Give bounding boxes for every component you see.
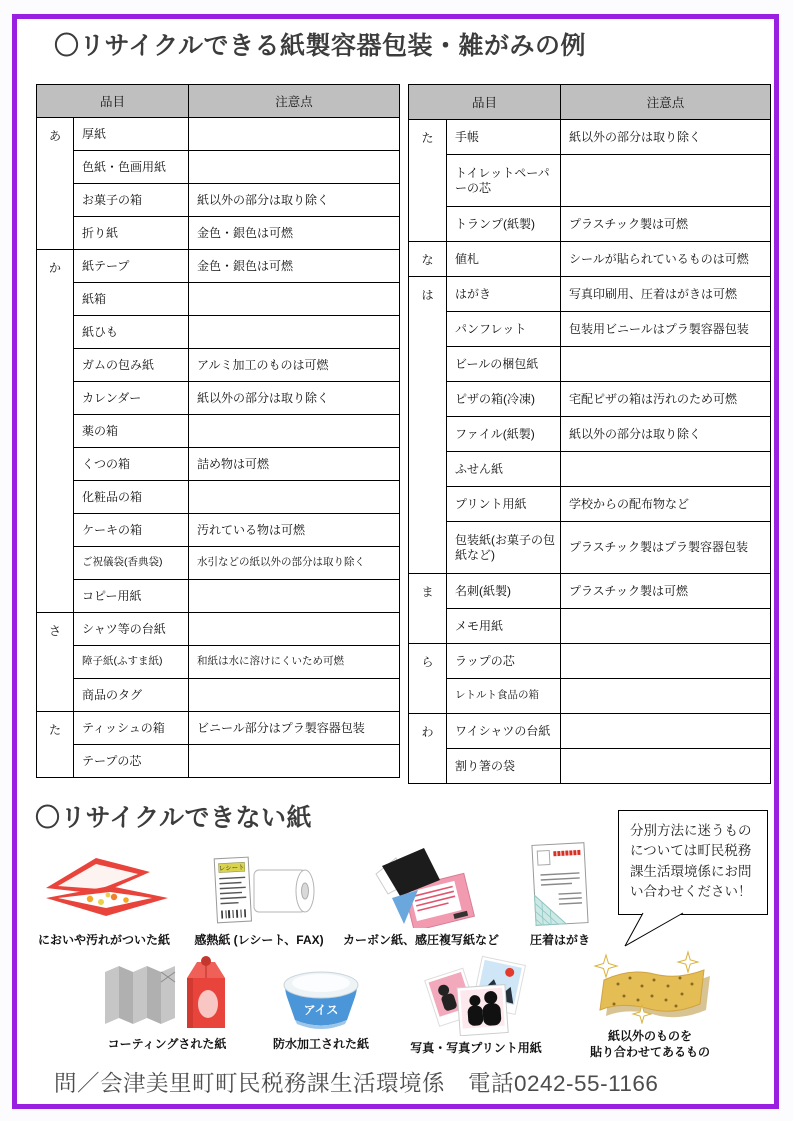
item-cell: 紙ひも	[74, 316, 189, 349]
note-cell: プラスチック製は可燃	[561, 207, 771, 242]
non-recyclable-section-title: 〇リサイクルできない紙	[35, 804, 313, 832]
table-row	[409, 487, 771, 522]
item-cell: ファイル(紙製)	[447, 417, 561, 452]
item-cell: ケーキの箱	[74, 514, 189, 547]
item-cell: 紙箱	[74, 283, 189, 316]
note-cell	[561, 714, 771, 749]
note-header: 注意点	[561, 85, 771, 120]
kana-label: な	[409, 242, 447, 277]
table-row	[409, 120, 771, 155]
note-cell	[561, 749, 771, 784]
table-row	[409, 312, 771, 347]
table-row	[37, 283, 400, 316]
table-row	[37, 316, 400, 349]
waterproof-paper-icon	[273, 962, 369, 1032]
note-cell	[189, 745, 400, 778]
item-cell: 名刺(紙製)	[447, 574, 561, 609]
figure-waterproof-paper	[252, 962, 390, 1053]
table-row	[37, 679, 400, 712]
figure-caption: 写真・写真プリント用紙	[410, 1041, 542, 1055]
item-cell: 割り箸の袋	[447, 749, 561, 784]
carbon-paper-icon	[362, 842, 480, 928]
note-cell	[561, 679, 771, 714]
table-row	[409, 644, 771, 679]
note-cell: 紙以外の部分は取り除く	[561, 120, 771, 155]
item-cell: 薬の箱	[74, 415, 189, 448]
table-row	[409, 382, 771, 417]
figure-caption: 防水加工された紙	[272, 1037, 369, 1051]
left-table-body	[37, 118, 400, 778]
svg-text:アイス: アイス	[303, 1003, 339, 1017]
note-cell: 紙以外の部分は取り除く	[189, 382, 400, 415]
note-cell: プラスチック製は可燃	[561, 574, 771, 609]
table-row	[409, 574, 771, 609]
item-cell: 色紙・色画用紙	[74, 151, 189, 184]
item-cell: テープの芯	[74, 745, 189, 778]
item-cell: 包装紙(お菓子の包紙など)	[447, 522, 561, 574]
item-cell: 化粧品の箱	[74, 481, 189, 514]
kana-label: は	[409, 277, 447, 574]
figure-caption	[590, 1029, 710, 1060]
item-cell: シャツ等の台紙	[74, 613, 189, 646]
table-row	[37, 613, 400, 646]
item-cell: コピー用紙	[74, 580, 189, 613]
note-cell: 写真印刷用、圧着はがきは可燃	[561, 277, 771, 312]
thermal-paper-icon	[194, 846, 324, 928]
item-cell: お菓子の箱	[74, 184, 189, 217]
note-cell	[561, 155, 771, 207]
note-cell	[189, 613, 400, 646]
table-row	[37, 184, 400, 217]
note-cell: プラスチック製はプラ製容器包装	[561, 522, 771, 574]
item-header: 品目	[409, 85, 561, 120]
item-cell: パンフレット	[447, 312, 561, 347]
figure-laminated-paper	[575, 948, 725, 1060]
note-cell: アルミ加工のものは可燃	[189, 349, 400, 382]
table-row	[409, 347, 771, 382]
info-bubble	[618, 810, 768, 915]
note-cell: 金色・銀色は可燃	[189, 217, 400, 250]
note-cell: 包装用ビニールはプラ製容器包装	[561, 312, 771, 347]
note-cell: 紙以外の部分は取り除く	[189, 184, 400, 217]
svg-text:レシート: レシート	[218, 864, 245, 873]
table-row	[409, 522, 771, 574]
note-header: 注意点	[189, 85, 400, 118]
table-row	[37, 646, 400, 679]
table-row	[37, 415, 400, 448]
figure-caption: 圧着はがき	[529, 933, 590, 947]
right-table-body	[409, 120, 771, 784]
table-header-row	[409, 85, 771, 120]
item-cell: ビールの梱包紙	[447, 347, 561, 382]
coated-paper-icon	[97, 952, 237, 1032]
note-cell	[189, 283, 400, 316]
note-cell: 学校からの配布物など	[561, 487, 771, 522]
figure-coated-paper	[88, 952, 246, 1053]
table-row	[409, 452, 771, 487]
kana-label: ら	[409, 644, 447, 714]
bubble-tail-icon	[621, 912, 691, 948]
note-cell	[189, 679, 400, 712]
item-cell: ピザの箱(冷凍)	[447, 382, 561, 417]
item-cell: 紙テープ	[74, 250, 189, 283]
note-cell: 汚れている物は可燃	[189, 514, 400, 547]
item-cell: トランプ(紙製)	[447, 207, 561, 242]
table-row	[37, 448, 400, 481]
laminated-paper-icon	[584, 948, 716, 1024]
table-row	[409, 417, 771, 452]
note-cell: 和紙は水に溶けにくいため可燃	[189, 646, 400, 679]
table-row	[409, 749, 771, 784]
table-row	[37, 481, 400, 514]
note-cell: 水引などの紙以外の部分は取り除く	[189, 547, 400, 580]
recyclable-table-left	[36, 84, 400, 778]
kana-label: さ	[37, 613, 74, 712]
item-cell: トイレットペーパーの芯	[447, 155, 561, 207]
item-cell: 手帳	[447, 120, 561, 155]
table-row	[37, 382, 400, 415]
table-row	[409, 155, 771, 207]
table-row	[409, 679, 771, 714]
item-cell: はがき	[447, 277, 561, 312]
contact-line: 問／会津美里町町民税務課生活環境係 電話0242-55-1166	[54, 1071, 659, 1096]
table-row	[37, 712, 400, 745]
figure-caption: コーティングされた紙	[107, 1037, 227, 1051]
table-row	[409, 609, 771, 644]
note-cell	[189, 151, 400, 184]
figure-thermal-paper	[188, 846, 330, 949]
kana-label: た	[409, 120, 447, 242]
item-header: 品目	[37, 85, 189, 118]
figure-pressure-postcard	[500, 838, 620, 949]
note-cell: 詰め物は可燃	[189, 448, 400, 481]
table-header-row	[37, 85, 400, 118]
table-row	[37, 745, 400, 778]
item-cell: くつの箱	[74, 448, 189, 481]
note-cell	[189, 415, 400, 448]
note-cell	[189, 316, 400, 349]
note-cell	[561, 347, 771, 382]
item-cell: ティッシュの箱	[74, 712, 189, 745]
note-cell	[561, 609, 771, 644]
table-row	[37, 349, 400, 382]
item-cell: 折り紙	[74, 217, 189, 250]
table-row	[37, 580, 400, 613]
item-cell: カレンダー	[74, 382, 189, 415]
kana-label: か	[37, 250, 74, 613]
note-cell	[561, 452, 771, 487]
item-cell: ガムの包み紙	[74, 349, 189, 382]
note-cell	[189, 580, 400, 613]
info-bubble-text: 分別方法に迷うものについては町民税務課生活環境係にお問い合わせください！	[630, 823, 752, 899]
pressure-postcard-icon	[514, 838, 606, 928]
table-row	[409, 207, 771, 242]
item-cell: プリント用紙	[447, 487, 561, 522]
table-row	[409, 242, 771, 277]
figure-caption: 感熱紙 (レシート、FAX)	[194, 933, 324, 947]
item-cell: 厚紙	[74, 118, 189, 151]
item-cell: レトルト食品の箱	[447, 679, 561, 714]
table-row	[37, 514, 400, 547]
pizza-box-icon	[34, 846, 174, 928]
item-cell: 値札	[447, 242, 561, 277]
figure-smelly-paper	[28, 846, 180, 949]
item-cell: ラップの芯	[447, 644, 561, 679]
recyclable-table-right	[408, 84, 771, 784]
item-cell: ワイシャツの台紙	[447, 714, 561, 749]
kana-label: わ	[409, 714, 447, 784]
kana-label: た	[37, 712, 74, 778]
note-cell: 宅配ピザの箱は汚れのため可燃	[561, 382, 771, 417]
table-row	[409, 714, 771, 749]
note-cell: 金色・銀色は可燃	[189, 250, 400, 283]
note-cell: シールが貼られているものは可燃	[561, 242, 771, 277]
note-cell	[189, 118, 400, 151]
item-cell: メモ用紙	[447, 609, 561, 644]
table-row	[37, 547, 400, 580]
figure-carbon-paper	[342, 842, 500, 949]
table-row	[37, 250, 400, 283]
note-cell: ビニール部分はプラ製容器包装	[189, 712, 400, 745]
note-cell: 紙以外の部分は取り除く	[561, 417, 771, 452]
kana-label: ま	[409, 574, 447, 644]
item-cell: 商品のタグ	[74, 679, 189, 712]
figure-photo-paper	[400, 952, 552, 1057]
item-cell: 障子紙(ふすま紙)	[74, 646, 189, 679]
table-row	[409, 277, 771, 312]
note-cell	[189, 481, 400, 514]
note-cell	[561, 644, 771, 679]
kana-label: あ	[37, 118, 74, 250]
item-cell: ご祝儀袋(香典袋)	[74, 547, 189, 580]
table-row	[37, 118, 400, 151]
table-row	[37, 151, 400, 184]
item-cell: ふせん紙	[447, 452, 561, 487]
figure-caption-line: 紙以外のものを	[607, 1029, 692, 1043]
figure-caption-line: 貼り合わせてあるもの	[589, 1044, 710, 1059]
recyclable-section-title: 〇リサイクルできる紙製容器包装・雑がみの例	[54, 32, 587, 60]
photo-paper-icon	[415, 952, 537, 1036]
figure-caption: においや汚れがついた紙	[37, 933, 170, 947]
table-row	[37, 217, 400, 250]
figure-caption: カーボン紙、感圧複写紙など	[342, 933, 499, 947]
